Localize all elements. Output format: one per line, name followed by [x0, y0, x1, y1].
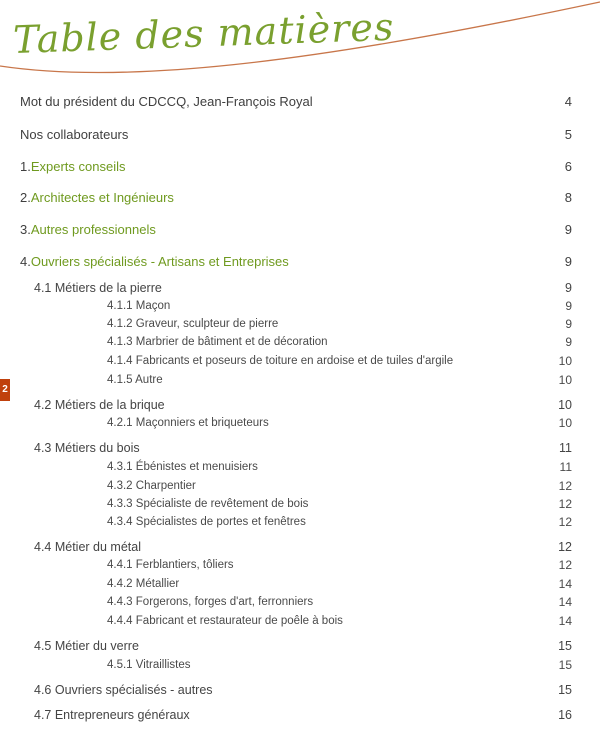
toc-page-number: 10	[558, 354, 572, 368]
toc-entry-4-3-2[interactable]	[0, 477, 600, 495]
toc-page-number: 5	[564, 127, 572, 142]
toc-entry-label	[20, 189, 174, 207]
toc-page-number: 12	[558, 497, 572, 511]
toc-page-number: 14	[558, 614, 572, 628]
toc-entry-4-4-1[interactable]	[0, 556, 600, 574]
toc-page-number: 10	[558, 398, 572, 412]
toc-entry-label: 4.1.1 Maçon	[107, 300, 171, 312]
toc-entry-4-1-3[interactable]	[0, 333, 600, 351]
toc-entry-label	[20, 158, 126, 176]
toc-page-number: 9	[564, 222, 572, 237]
toc-section-number: 4.	[20, 254, 31, 269]
toc-section-title: Autres professionnels	[30, 222, 156, 237]
toc-entry-label: 4.3.4 Spécialistes de portes et fenêtres	[107, 516, 306, 528]
toc-entry-label: 4.4 Métier du métal	[34, 540, 141, 554]
toc-page-number: 15	[558, 683, 572, 697]
toc-entry-4-4[interactable]	[0, 538, 600, 556]
toc-page-number: 9	[565, 299, 572, 313]
toc-page-number: 12	[558, 558, 572, 572]
toc-section-title: Ouvriers spécialisés - Artisans et Entreprises	[30, 254, 289, 269]
toc-entry-label: 4.4.4 Fabricant et restaurateur de poêle à bois	[107, 615, 343, 627]
toc-page-number: 9	[565, 317, 572, 331]
toc-page-number: 16	[558, 708, 572, 722]
toc-entry-4-7[interactable]	[0, 706, 600, 724]
toc-entry-section-3[interactable]	[0, 221, 600, 239]
toc-page-number: 6	[564, 159, 572, 174]
toc-page-number: 8	[564, 190, 572, 205]
toc-entry-label: Nos collaborateurs	[20, 127, 129, 142]
toc-section-number: 3.	[20, 222, 31, 237]
toc-entry-label: 4.3.2 Charpentier	[107, 480, 196, 492]
toc-page-number: 14	[558, 595, 572, 609]
toc-entry-4-3-4[interactable]	[0, 513, 600, 531]
toc-entry-label: 4.1.5 Autre	[107, 374, 163, 386]
toc-entry-4-2[interactable]	[0, 396, 600, 414]
toc-entry-label: 4.4.3 Forgerons, forges d'art, ferronniers	[107, 596, 314, 608]
toc-section-number: 1.	[20, 159, 31, 174]
page-number-tab: 2	[0, 379, 10, 401]
toc-entry-label: 4.2 Métiers de la brique	[34, 398, 165, 412]
toc-page-number: 9	[565, 281, 572, 295]
toc-page-number: 15	[558, 658, 572, 672]
toc-page-number: 14	[558, 577, 572, 591]
toc-entry-label: 4.4.1 Ferblantiers, tôliers	[107, 559, 234, 571]
toc-entry-4-1[interactable]	[0, 279, 600, 297]
toc-page-number: 11	[559, 460, 572, 474]
toc-entry-label: 4.5 Métier du verre	[34, 639, 139, 653]
toc-entry-label	[20, 221, 156, 239]
toc-entry-4-4-2[interactable]	[0, 575, 600, 593]
toc-entry-label: 4.4.2 Métallier	[107, 578, 180, 590]
toc-section-title: Experts conseils	[30, 159, 126, 174]
toc-entry-label: 4.2.1 Maçonniers et briqueteurs	[107, 417, 269, 429]
toc-entry-section-1[interactable]	[0, 158, 600, 176]
toc-page-number: 12	[558, 540, 572, 554]
toc-page-number: 10	[558, 373, 572, 387]
toc-page-number: 12	[558, 479, 572, 493]
toc-section-title: Architectes et Ingénieurs	[30, 190, 174, 205]
toc-entry-4-3[interactable]	[0, 439, 600, 457]
toc-entry-label: Mot du président du CDCCQ, Jean-François Royal	[20, 94, 313, 109]
toc-entry-4-4-4[interactable]	[0, 612, 600, 630]
toc-entry-4-3-3[interactable]	[0, 495, 600, 513]
toc-page-number: 11	[559, 441, 572, 455]
toc-entry-label: 4.1.2 Graveur, sculpteur de pierre	[107, 318, 279, 330]
toc-entry-label	[20, 253, 289, 271]
toc-entry-4-1-1[interactable]	[0, 297, 600, 315]
toc-page-number: 12	[558, 515, 572, 529]
page-title: Table des matières	[12, 4, 396, 62]
toc-section-number: 2.	[20, 190, 31, 205]
toc-entry-label: 4.6 Ouvriers spécialisés - autres	[34, 683, 213, 697]
toc-page-number: 10	[558, 416, 572, 430]
toc-entry-4-5-1[interactable]	[0, 656, 600, 674]
toc-entry-4-3-1[interactable]	[0, 458, 600, 476]
toc-entry-label: 4.5.1 Vitraillistes	[107, 659, 191, 671]
toc-entry-label: 4.3.3 Spécialiste de revêtement de bois	[107, 498, 309, 510]
toc-page-number: 9	[564, 254, 572, 269]
toc-entry-4-4-3[interactable]	[0, 593, 600, 611]
toc-page-number: 9	[565, 335, 572, 349]
toc-entry-label: 4.7 Entrepreneurs généraux	[34, 708, 190, 722]
toc-entry-label: 4.3.1 Ébénistes et menuisiers	[107, 461, 258, 473]
toc-entry-label: 4.3 Métiers du bois	[34, 441, 140, 455]
toc-entry-section-2[interactable]	[0, 189, 600, 207]
toc-entry-4-1-5[interactable]	[0, 371, 600, 389]
toc-entry-4-1-2[interactable]	[0, 315, 600, 333]
toc-entry-president[interactable]	[0, 93, 600, 111]
toc-entry-label: 4.1 Métiers de la pierre	[34, 281, 162, 295]
toc-entry-4-2-1[interactable]	[0, 414, 600, 432]
toc-entry-4-5[interactable]	[0, 637, 600, 655]
toc-entry-section-4[interactable]	[0, 253, 600, 271]
toc-entry-label: 4.1.4 Fabricants et poseurs de toiture en ardoise et de tuiles d'argile	[107, 355, 454, 367]
toc-page-number: 15	[558, 639, 572, 653]
toc-entry-4-1-4[interactable]	[0, 352, 600, 370]
toc-entry-collaborateurs[interactable]	[0, 126, 600, 144]
toc-entry-4-6[interactable]	[0, 681, 600, 699]
toc-page-number: 4	[564, 94, 572, 109]
toc-entry-label: 4.1.3 Marbrier de bâtiment et de décoration	[107, 336, 328, 348]
